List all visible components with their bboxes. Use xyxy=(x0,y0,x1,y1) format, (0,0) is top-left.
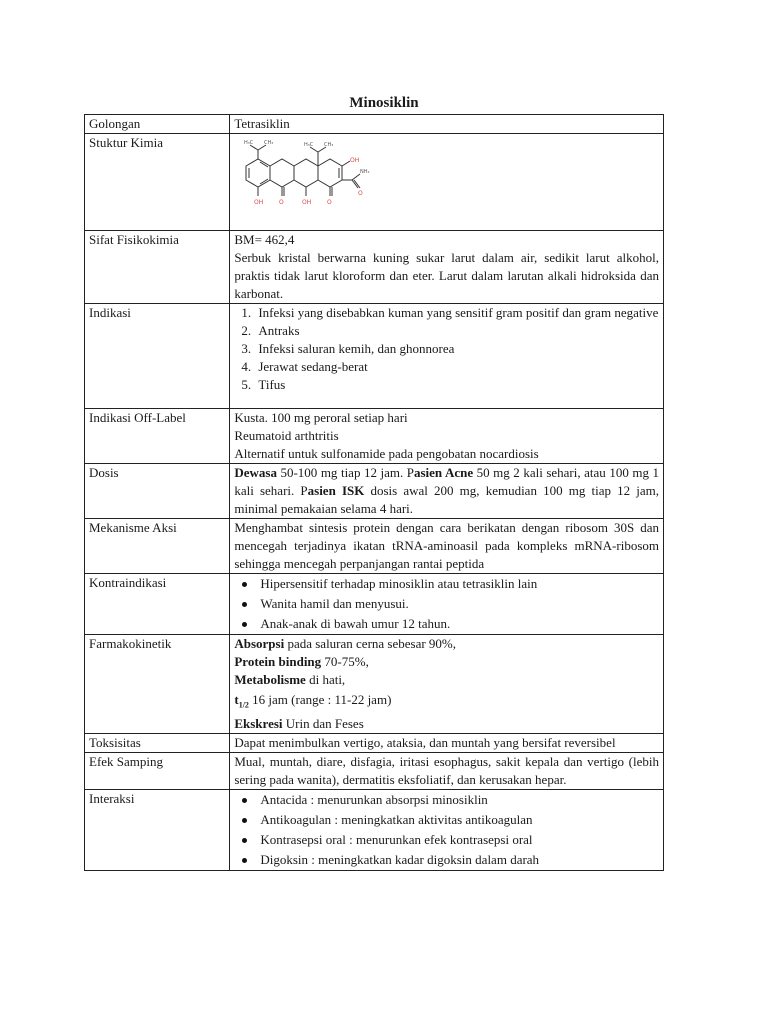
label-interaksi: Interaksi xyxy=(85,789,230,870)
label-mekanisme: Mekanisme Aksi xyxy=(85,519,230,574)
list-item: Hipersensitif terhadap minosiklin atau tetrasiklin lain xyxy=(254,574,659,594)
pk-t-text: 16 jam (range : 11-22 jam) xyxy=(248,692,392,707)
oxygen-label-5: OH xyxy=(350,157,360,164)
pk-t-label: t xyxy=(234,692,239,707)
value-interaksi xyxy=(230,789,664,870)
list-item: 1. Infeksi yang disebabkan kuman yang sensitif gram positif dan gram negative xyxy=(254,304,659,322)
offlabel-line: Kusta. 100 mg peroral setiap hari xyxy=(234,410,408,425)
label-struktur: Stuktur Kimia xyxy=(85,134,230,231)
oxygen-label-1: OH xyxy=(254,199,264,206)
row-kontraindikasi xyxy=(85,574,664,635)
label-golongan: Golongan xyxy=(85,115,230,134)
list-item: Anak-anak di bawah umur 12 tahun. xyxy=(254,614,659,634)
pk-absorpsi-label: Absorpsi xyxy=(234,636,285,651)
pk-absorpsi-text: pada saluran cerna sebesar 90%, xyxy=(284,636,457,651)
list-item: Digoksin : meningkatkan kadar digoksin dalam darah xyxy=(254,850,659,870)
label-farmakokinetik: Farmakokinetik xyxy=(85,635,230,734)
pk-eks-label: Ekskresi xyxy=(234,715,283,731)
methyl-label-1: H₃C xyxy=(244,140,254,146)
pk-metab-label: Metabolisme xyxy=(234,672,306,687)
methyl-label-4: CH₃ xyxy=(324,142,334,148)
pk-ekskresi xyxy=(234,715,659,733)
interaksi-list xyxy=(234,790,659,870)
document-title: Minosiklin xyxy=(349,95,419,111)
value-farmakokinetik xyxy=(230,635,664,734)
label-offlabel: Indikasi Off-Label xyxy=(85,409,230,464)
value-dosis xyxy=(230,464,664,519)
methyl-label-2: CH₃ xyxy=(264,140,274,146)
row-efek xyxy=(85,752,664,789)
value-kontraindikasi xyxy=(230,574,664,635)
dosis-text-3: dosis awal 200 mg, kemudian 100 mg tiap 12 jam, minimal pemakaian selama 4 hari. xyxy=(234,483,659,516)
row-sifat xyxy=(85,231,664,304)
value-struktur xyxy=(230,134,664,231)
oxygen-label-4: O xyxy=(327,199,333,206)
value-mekanisme: Menghambat sintesis protein dengan cara berikatan dengan ribosom 30S dan mencegah terjadinya ikatan tRNA-aminoasil pada kompleks mRNA-ribosom sehingga mencegah perpanjangan rantai peptida xyxy=(230,519,664,574)
label-indikasi: Indikasi xyxy=(85,304,230,409)
dosis-text-1: 50-100 mg tiap 12 jam. P xyxy=(276,465,414,480)
pk-metab-text: di hati, xyxy=(305,672,346,687)
value-indikasi xyxy=(230,304,664,409)
pk-half-life xyxy=(234,691,659,715)
sifat-description: Serbuk kristal berwarna kuning sukar larut dalam air, sedikit larut alkohol, praktis tidak larut kloroform dan eter. Larut dalam larutan alkali hidroksida dan karbonat. xyxy=(234,250,659,301)
row-toksisitas xyxy=(85,733,664,752)
dosis-text-2: 50 mg 2 kali sehari, atau 100 mg 1 kali sehari. P xyxy=(234,465,659,498)
row-mekanisme xyxy=(85,519,664,574)
row-indikasi xyxy=(85,304,664,409)
pk-protein-text: 70-75%, xyxy=(321,654,369,669)
label-dosis: Dosis xyxy=(85,464,230,519)
list-item: 4. Jerawat sedang-berat xyxy=(254,358,659,376)
chemical-structure-image xyxy=(234,138,384,218)
value-sifat xyxy=(230,231,664,304)
row-struktur xyxy=(85,134,664,231)
row-interaksi xyxy=(85,789,664,870)
value-golongan: Tetrasiklin xyxy=(230,115,664,134)
offlabel-line: Alternatif untuk sulfonamide pada pengobatan nocardiosis xyxy=(234,446,539,461)
list-item: Antacida : menurunkan absorpsi minosiklin xyxy=(254,790,659,810)
list-item: 5. Tifus xyxy=(254,376,659,394)
bm-value: BM= 462,4 xyxy=(234,232,295,247)
oxygen-label-3: OH xyxy=(302,199,312,206)
amide-label: NH₂ xyxy=(360,169,370,175)
label-kontraindikasi: Kontraindikasi xyxy=(85,574,230,635)
value-offlabel xyxy=(230,409,664,464)
row-offlabel xyxy=(85,409,664,464)
methyl-label-3: H₃C xyxy=(304,142,314,148)
label-sifat: Sifat Fisikokimia xyxy=(85,231,230,304)
pk-absorpsi xyxy=(234,635,659,653)
row-golongan xyxy=(85,115,664,134)
row-farmakokinetik xyxy=(85,635,664,734)
label-efek: Efek Samping xyxy=(85,752,230,789)
value-efek: Mual, muntah, diare, disfagia, iritasi esophagus, sakit kepala dan vertigo (lebih sering pada wanita), dermatitis eksfoliatif, dan kerusakan hepar. xyxy=(230,752,664,789)
dosis-bold-dewasa: Dewasa xyxy=(234,465,277,480)
indikasi-list xyxy=(234,304,659,394)
oxygen-label-6: O xyxy=(358,190,364,197)
row-dosis xyxy=(85,464,664,519)
pk-t-sub: 1/2 xyxy=(238,700,249,710)
offlabel-line: Reumatoid arthtritis xyxy=(234,428,339,443)
kontraindikasi-list xyxy=(234,574,659,634)
label-toksisitas: Toksisitas xyxy=(85,733,230,752)
dosis-bold-acne: asien Acne xyxy=(413,465,474,480)
pk-protein-label: Protein binding xyxy=(234,654,322,669)
pk-metabolisme xyxy=(234,671,659,689)
dosis-bold-isk: asien ISK xyxy=(307,483,365,498)
list-item: Wanita hamil dan menyusui. xyxy=(254,594,659,614)
drug-info-table xyxy=(84,114,664,871)
value-toksisitas: Dapat menimbulkan vertigo, ataksia, dan muntah yang bersifat reversibel xyxy=(230,733,664,752)
list-item: 2. Antraks xyxy=(254,322,659,340)
list-item: Kontrasepsi oral : menurunkan efek kontrasepsi oral xyxy=(254,830,659,850)
pk-eks-text: Urin dan Feses xyxy=(282,715,364,731)
pk-protein xyxy=(234,653,659,671)
oxygen-label-2: O xyxy=(279,199,285,206)
list-item: Antikoagulan : meningkatkan aktivitas antikoagulan xyxy=(254,810,659,830)
list-item: 3. Infeksi saluran kemih, dan ghonnorea xyxy=(254,340,659,358)
